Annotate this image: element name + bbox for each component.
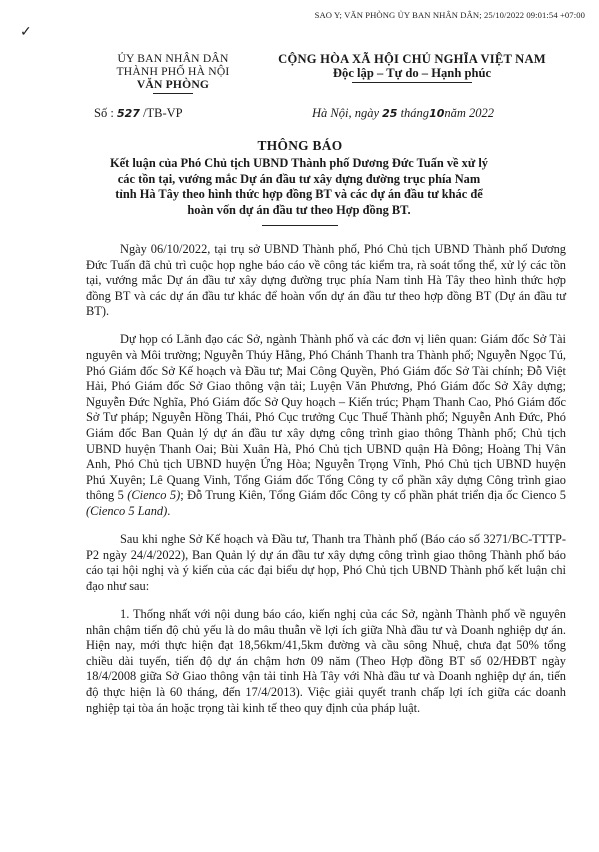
attendees-abbr-2: (Cienco 5 Land) bbox=[86, 504, 168, 518]
subject-line: các tồn tại, vướng mắc Dự án đầu tư xây dựng đường trục phía Nam bbox=[117, 171, 481, 186]
doc-number-prefix: Số : bbox=[94, 106, 117, 120]
paragraph-attendees bbox=[86, 332, 566, 519]
agency-underline bbox=[153, 93, 193, 94]
issuing-agency-header bbox=[88, 52, 258, 94]
subject-line: tỉnh Hà Tây theo hình thức hợp đồng BT và các dự án đầu tư khác để bbox=[115, 187, 483, 201]
national-motto: Độc lập – Tự do – Hạnh phúc bbox=[332, 66, 492, 80]
document-number bbox=[94, 106, 183, 121]
date-month-label: tháng bbox=[397, 106, 430, 120]
doc-number-suffix: /TB-VP bbox=[139, 106, 183, 120]
agency-line-1: ỦY BAN NHÂN DÂN bbox=[117, 52, 229, 65]
paragraph-meeting: Ngày 06/10/2022, tại trụ sở UBND Thành phố, Phó Chủ tịch UBND Thành phố Dương Đức Tuấn đã chủ trì cuộc họp nghe báo cáo về công tác kiểm tra, rà soát tổng thể, xử lý các tồn tại, vướng mắc Dự án đầu tư xây dựng đường trục phía Nam tỉnh Hà Tây theo hình thức hợp đồng BT và các dự án đầu tư khác để hoàn vốn dự án đầu tư theo hợp đồng BT (Dự án đầu tư BT). bbox=[86, 242, 566, 319]
attendees-text-2: ; Đỗ Trung Kiên, Tổng Giám đốc Công ty cổ phần phát triển địa ốc Cienco 5 bbox=[180, 488, 566, 503]
subject-underline bbox=[262, 225, 338, 226]
paragraph-reports: Sau khi nghe Sở Kế hoạch và Đầu tư, Thanh tra Thành phố (Báo cáo số 3271/BC-TTTP-P2 ngày 24/4/2022), Ban Quản lý dự án đầu tư xây dựng công trình giao thông Thành phố báo cáo tại hội nghị và ý kiến của các đại biểu dự họp, Phó Chủ tịch UBND Thành phố kết luận chỉ đạo như sau: bbox=[86, 532, 566, 593]
paragraph-conclusion-1: 1. Thống nhất với nội dung báo cáo, kiến nghị của các Sở, ngành Thành phố về nguyên nhân chậm tiến độ chủ yếu là do mâu thuẫn về lợi ích giữa Nhà đầu tư và Doanh nghiệp dự án. Hiện nay, mới thực hiện đạt 18,56km/41,5km đường và cầu sông Nhuệ, chưa đạt 50% tổng chiều dài tuyến, tiến độ dự án chậm hơn 09 năm (Theo Hợp đồng BT số 02/HĐBT ngày 18/4/2008 giữa Sở Giao thông vận tải tỉnh Hà Tây với Nhà đầu tư và Doanh nghiệp dự án, tiến độ thực hiện là 60 tháng, đến 17/4/2013). Việc giải quyết tranh chấp lợi ích giữa các doanh nghiệp tại tòa án hoặc trọng tài kinh tế theo quy định của pháp luật. bbox=[86, 606, 566, 715]
document-title: THÔNG BÁO bbox=[257, 138, 343, 153]
date-month: 10 bbox=[429, 107, 445, 120]
scan-mark: ✓ bbox=[20, 25, 32, 40]
document-body bbox=[86, 242, 566, 729]
national-title: CỘNG HÒA XÃ HỘI CHỦ NGHĨA VIỆT NAM bbox=[278, 52, 546, 66]
attendees-text: Dự họp có Lãnh đạo các Sở, ngành Thành phố và các đơn vị liên quan: Giám đốc Sở Tài nguyên và Môi trường; Nguyễn Thúy Hằng, Phó Chánh Thanh tra Thành phố; Nguyễn Ngọc Tú, Phó Giám đốc Sở Kế hoạch và Đầu tư; Mai Công Quyền, Phó Giám đốc Sở Tài chính; Đỗ Việt Hải, Phó Giám đốc Sở Giao thông vận tải; Luyện Văn Phương, Phó Giám đốc Sở Xây dựng; Nguyễn Đức Nghĩa, Phó Giám đốc Sở Quy hoạch – Kiến trúc; Phạm Thanh Cao, Phó Giám đốc Sở Tư pháp; Nguyễn Hồng Thái, Phó Cục trưởng Cục Thuế Thành phố; Nguyễn Anh Đức, Phó Giám đốc Ban Quản lý dự án đầu tư xây dựng công trình giao thông Thành phố; Chủ tịch UBND huyện Thanh Oai; Bùi Xuân Hà, Phó Chủ tịch UBND quận Hà Đông; Hoàng Thị Vân Anh, Phó Chủ tịch UBND huyện Ứng Hòa; Nguyễn Trọng Vĩnh, Phó Chủ tịch UBND huyện Phú Xuyên; Lê Quang Vinh, Tổng Giám đốc Tổng Công ty cổ phần xây dựng Công trình giao thông 5 bbox=[86, 332, 566, 503]
date-day: 25 bbox=[382, 107, 398, 120]
attendees-abbr-1: (Cienco 5) bbox=[127, 488, 181, 503]
attendees-end: . bbox=[167, 504, 171, 518]
agency-line-2: THÀNH PHỐ HÀ NỘI bbox=[116, 65, 230, 78]
digital-signature-stamp: SAO Y; VĂN PHÒNG ỦY BAN NHÂN DÂN; 25/10/2022 09:01:54 +07:00 bbox=[314, 10, 585, 20]
national-header bbox=[262, 52, 562, 83]
date-prefix: Hà Nội, ngày bbox=[312, 106, 383, 120]
subject-line: Kết luận của Phó Chủ tịch UBND Thành phố Dương Đức Tuấn về xử lý bbox=[109, 156, 489, 170]
doc-number-value: 527 bbox=[116, 107, 140, 120]
agency-line-3: VĂN PHÒNG bbox=[136, 78, 210, 91]
date-year: năm 2022 bbox=[444, 106, 495, 120]
subject-line: hoàn vốn dự án đầu tư theo Hợp đồng BT. bbox=[187, 202, 411, 217]
motto-underline bbox=[352, 82, 472, 83]
document-subject bbox=[98, 156, 500, 218]
document-date bbox=[312, 106, 494, 121]
